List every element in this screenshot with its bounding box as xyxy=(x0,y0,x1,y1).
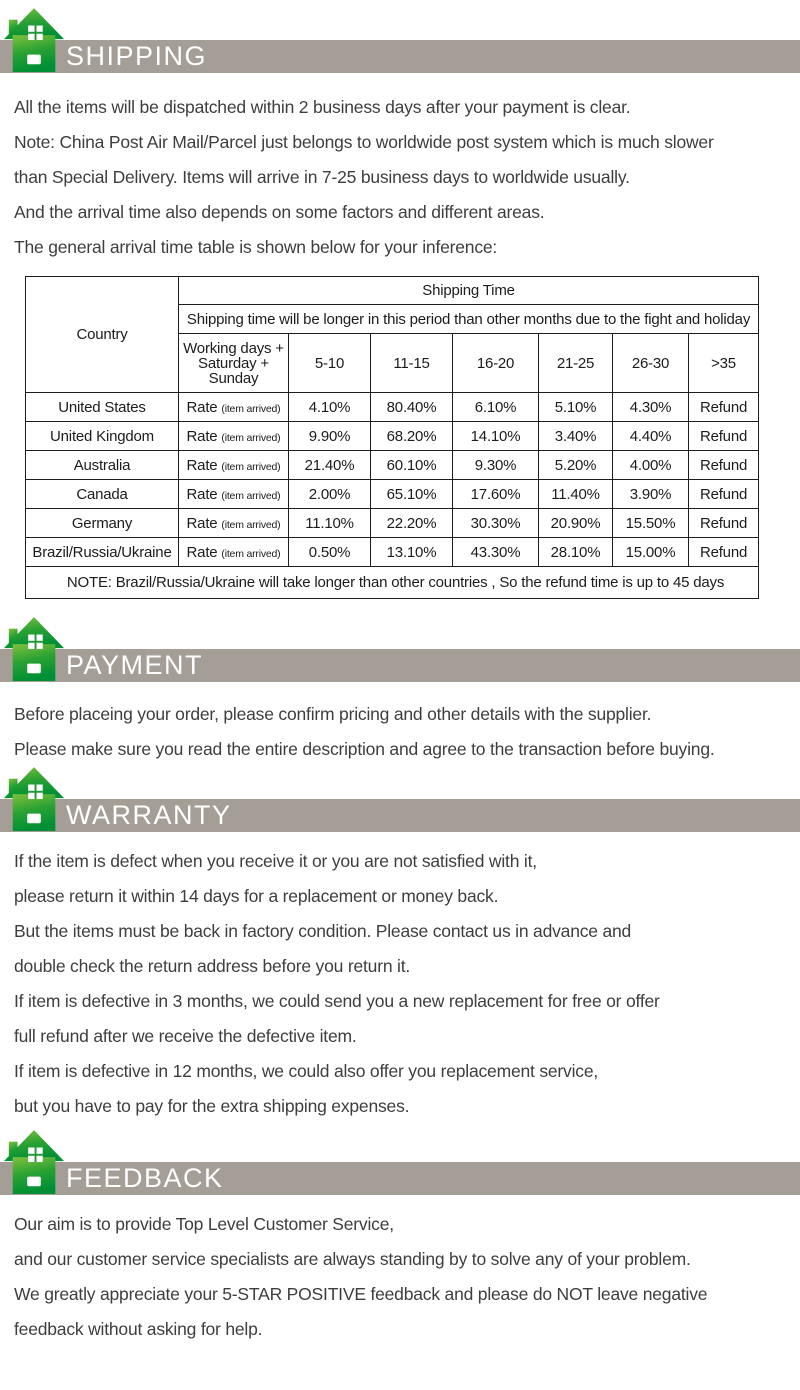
rate-cell: 2.00% xyxy=(289,480,371,509)
section-title-shipping: SHIPPING xyxy=(66,40,208,71)
rate-cell: 4.00% xyxy=(613,451,689,480)
rate-cell: 65.10% xyxy=(371,480,453,509)
period-header: 11-15 xyxy=(371,334,453,393)
period-header: 16-20 xyxy=(453,334,539,393)
rate-cell: 3.40% xyxy=(539,422,613,451)
country-header-cell: Country xyxy=(26,277,179,393)
shipping-paragraph: Note: China Post Air Mail/Parcel just belongs to worldwide post system which is much slower xyxy=(14,132,714,152)
rate-cell: 5.10% xyxy=(539,393,613,422)
rate-label-cell: Rate (item arrived) xyxy=(179,422,289,451)
feedback-paragraph: We greatly appreciate your 5-STAR POSITIVE feedback and please do NOT leave negative xyxy=(14,1284,708,1304)
table-row xyxy=(26,538,759,567)
house-icon xyxy=(3,6,65,76)
table-footnote: NOTE: Brazil/Russia/Ukraine will take longer than other countries , So the refund time is up to 45 days xyxy=(26,567,759,599)
section-title-warranty: WARRANTY xyxy=(66,799,232,830)
shipping-time-table xyxy=(25,276,759,599)
table-row xyxy=(26,451,759,480)
shipping-paragraphs xyxy=(0,90,800,265)
period-header: >35 xyxy=(689,334,759,393)
period-header: 26-30 xyxy=(613,334,689,393)
warranty-paragraph: full refund after we receive the defective item. xyxy=(14,1026,357,1046)
subheader-note-cell: Shipping time will be longer in this period than other months due to the fight and holiday xyxy=(179,305,759,334)
rate-cell: 0.50% xyxy=(289,538,371,567)
refund-cell: Refund xyxy=(689,480,759,509)
rate-cell: 30.30% xyxy=(453,509,539,538)
working-days-cell: Working days + Saturday + Sunday xyxy=(179,334,289,393)
payment-paragraph: Before placeing your order, please confirm pricing and other details with the supplier. xyxy=(14,704,652,724)
rate-cell: 21.40% xyxy=(289,451,371,480)
table-row xyxy=(26,422,759,451)
refund-cell: Refund xyxy=(689,538,759,567)
refund-cell: Refund xyxy=(689,422,759,451)
section-banner-payment xyxy=(0,649,800,682)
section-banner-warranty xyxy=(0,799,800,832)
table-row xyxy=(26,480,759,509)
rate-cell: 9.30% xyxy=(453,451,539,480)
warranty-paragraph: but you have to pay for the extra shipping expenses. xyxy=(14,1096,410,1116)
table-footnote-row xyxy=(26,567,759,599)
country-cell: United States xyxy=(26,393,179,422)
rate-cell: 28.10% xyxy=(539,538,613,567)
rate-cell: 11.40% xyxy=(539,480,613,509)
rate-cell: 43.30% xyxy=(453,538,539,567)
rate-cell: 20.90% xyxy=(539,509,613,538)
rate-cell: 11.10% xyxy=(289,509,371,538)
table-row xyxy=(26,509,759,538)
country-cell: Brazil/Russia/Ukraine xyxy=(26,538,179,567)
country-cell: Australia xyxy=(26,451,179,480)
house-icon xyxy=(3,615,65,685)
rate-label-cell: Rate (item arrived) xyxy=(179,393,289,422)
period-header: 21-25 xyxy=(539,334,613,393)
rate-cell: 9.90% xyxy=(289,422,371,451)
rate-label-cell: Rate (item arrived) xyxy=(179,451,289,480)
rate-cell: 6.10% xyxy=(453,393,539,422)
warranty-paragraph: But the items must be back in factory condition. Please contact us in advance and xyxy=(14,921,632,941)
house-icon xyxy=(3,1128,65,1198)
rate-cell: 22.20% xyxy=(371,509,453,538)
rate-cell: 15.50% xyxy=(613,509,689,538)
rate-cell: 60.10% xyxy=(371,451,453,480)
rate-cell: 4.10% xyxy=(289,393,371,422)
house-icon xyxy=(3,765,65,835)
section-banner-shipping xyxy=(0,40,800,73)
rate-cell: 5.20% xyxy=(539,451,613,480)
rate-cell: 4.40% xyxy=(613,422,689,451)
section-title-feedback: FEEDBACK xyxy=(66,1162,224,1193)
warranty-paragraph: please return it within 14 days for a replacement or money back. xyxy=(14,886,499,906)
refund-cell: Refund xyxy=(689,451,759,480)
rate-cell: 80.40% xyxy=(371,393,453,422)
table-header-row xyxy=(26,277,759,305)
rate-cell: 3.90% xyxy=(613,480,689,509)
rate-cell: 14.10% xyxy=(453,422,539,451)
country-cell: Germany xyxy=(26,509,179,538)
section-title-payment: PAYMENT xyxy=(66,649,204,680)
rate-cell: 4.30% xyxy=(613,393,689,422)
feedback-paragraph: and our customer service specialists are always standing by to solve any of your problem. xyxy=(14,1249,691,1269)
shipping-paragraph: than Special Delivery. Items will arrive in 7-25 business days to worldwide usually. xyxy=(14,167,630,187)
rate-label-cell: Rate (item arrived) xyxy=(179,538,289,567)
warranty-paragraphs xyxy=(0,844,800,1124)
period-header: 5-10 xyxy=(289,334,371,393)
warranty-paragraph: If item is defective in 3 months, we could send you a new replacement for free or offer xyxy=(14,991,660,1011)
feedback-paragraph: feedback without asking for help. xyxy=(14,1319,263,1339)
shipping-paragraph: All the items will be dispatched within 2 business days after your payment is clear. xyxy=(14,97,631,117)
shipping-time-header-cell: Shipping Time xyxy=(179,277,759,305)
refund-cell: Refund xyxy=(689,393,759,422)
country-cell: Canada xyxy=(26,480,179,509)
rate-cell: 13.10% xyxy=(371,538,453,567)
payment-paragraphs xyxy=(0,697,800,767)
shipping-paragraph: The general arrival time table is shown below for your inference: xyxy=(14,237,498,257)
shipping-time-table-wrap xyxy=(25,276,800,599)
payment-paragraph: Please make sure you read the entire description and agree to the transaction before buying. xyxy=(14,739,715,759)
rate-cell: 17.60% xyxy=(453,480,539,509)
feedback-paragraph: Our aim is to provide Top Level Customer Service, xyxy=(14,1214,394,1234)
table-row xyxy=(26,393,759,422)
warranty-paragraph: double check the return address before you return it. xyxy=(14,956,411,976)
refund-cell: Refund xyxy=(689,509,759,538)
warranty-paragraph: If the item is defect when you receive it or you are not satisfied with it, xyxy=(14,851,537,871)
rate-label-cell: Rate (item arrived) xyxy=(179,480,289,509)
rate-cell: 68.20% xyxy=(371,422,453,451)
feedback-paragraphs xyxy=(0,1207,800,1347)
warranty-paragraph: If item is defective in 12 months, we could also offer you replacement service, xyxy=(14,1061,599,1081)
country-cell: United Kingdom xyxy=(26,422,179,451)
rate-cell: 15.00% xyxy=(613,538,689,567)
section-banner-feedback xyxy=(0,1162,800,1195)
rate-label-cell: Rate (item arrived) xyxy=(179,509,289,538)
shipping-paragraph: And the arrival time also depends on some factors and different areas. xyxy=(14,202,545,222)
